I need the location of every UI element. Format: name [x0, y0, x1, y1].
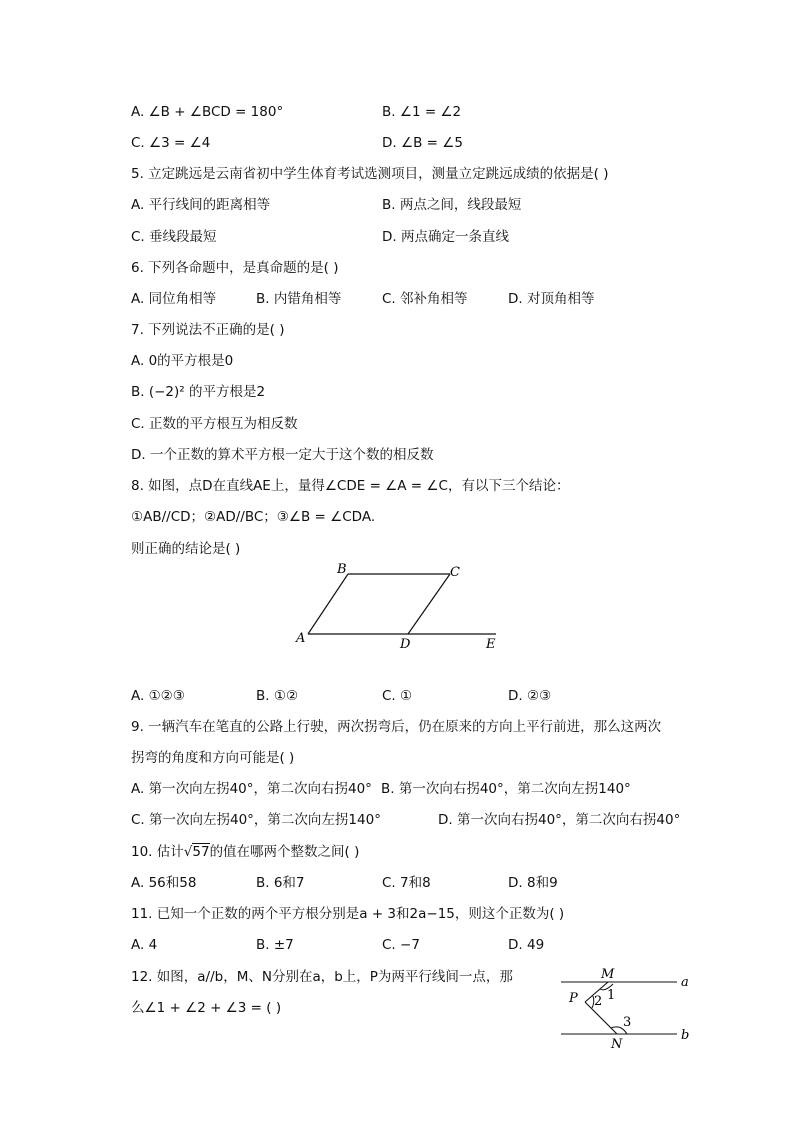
q8-label-a: A — [296, 631, 306, 646]
q9-option-d: D. 第一次向右拐40°，第二次向右拐40° — [438, 812, 681, 828]
q6-option-c: C. 邻补角相等 — [382, 291, 468, 307]
q8-option-a: A. ①②③ — [131, 688, 185, 704]
q4-option-d: D. ∠B = ∠5 — [382, 135, 463, 151]
q5-stem: 5. 立定跳远是云南省初中学生体育考试选测项目，测量立定跳远成绩的依据是( ) — [131, 166, 609, 182]
q11-option-a: A. 4 — [131, 937, 158, 953]
q5-option-c: C. 垂线段最短 — [131, 229, 217, 245]
q8-option-b: B. ①② — [256, 688, 299, 704]
q10-stem-prefix: 10. 估计 — [131, 844, 184, 860]
q12-parallel-lines-figure — [555, 962, 695, 1050]
q12-label-p: P — [569, 991, 578, 1006]
q8-stem: 8. 如图，点D在直线AE上，量得∠CDE = ∠A = ∠C，有以下三个结论： — [131, 478, 570, 494]
q7-option-b: B. (−2)² 的平方根是2 — [131, 384, 266, 400]
q10-option-d: D. 8和9 — [508, 875, 558, 891]
q12-angle-1: 1 — [607, 988, 616, 1003]
q8-label-d: D — [400, 637, 411, 652]
q8-label-b: B — [337, 562, 347, 577]
q10-option-c: C. 7和8 — [382, 875, 431, 891]
q8-label-e: E — [486, 637, 496, 652]
q5-option-b: B. 两点之间，线段最短 — [382, 197, 522, 213]
q12-stem-line2: 么∠1 + ∠2 + ∠3 = ( ) — [131, 1000, 282, 1016]
q6-option-b: B. 内错角相等 — [256, 291, 342, 307]
q7-stem: 7. 下列说法不正确的是( ) — [131, 322, 285, 338]
q11-stem: 11. 已知一个正数的两个平方根分别是a + 3和2a−15，则这个正数为( ) — [131, 906, 565, 922]
q7-option-a: A. 0的平方根是0 — [131, 353, 234, 369]
q9-option-a: A. 第一次向左拐40°，第二次向右拐40° — [131, 781, 372, 797]
q5-option-a: A. 平行线间的距离相等 — [131, 197, 271, 213]
q4-option-b: B. ∠1 = ∠2 — [382, 104, 462, 120]
q6-option-d: D. 对顶角相等 — [508, 291, 595, 307]
q4-option-a: A. ∠B + ∠BCD = 180° — [131, 104, 284, 120]
q11-option-c: C. −7 — [382, 937, 420, 953]
q12-label-n: N — [611, 1037, 623, 1050]
q11-option-b: B. ±7 — [256, 937, 294, 953]
q9-option-b: B. 第一次向右拐40°，第二次向左拐140° — [381, 781, 631, 797]
q10-stem-suffix: 的值在哪两个整数之间( ) — [209, 844, 360, 860]
q8-label-c: C — [450, 565, 460, 580]
q12-stem-line1: 12. 如图，a//b，M、N分别在a，b上，P为两平行线间一点，那 — [131, 969, 513, 985]
q12-angle-3: 3 — [623, 1015, 632, 1030]
q6-stem: 6. 下列各命题中，是真命题的是( ) — [131, 260, 339, 276]
q8-option-d: D. ②③ — [508, 688, 552, 704]
q8-parallelogram-figure — [290, 560, 510, 655]
q11-option-d: D. 49 — [508, 937, 545, 953]
q5-option-d: D. 两点确定一条直线 — [382, 229, 509, 245]
q8-option-c: C. ① — [382, 688, 413, 704]
q10-option-a: A. 56和58 — [131, 875, 197, 891]
q10-option-b: B. 6和7 — [256, 875, 305, 891]
q4-option-c: C. ∠3 = ∠4 — [131, 135, 211, 151]
q6-option-a: A. 同位角相等 — [131, 291, 217, 307]
q10-radicand: 57 — [192, 844, 210, 860]
sqrt-icon: √ — [183, 844, 193, 860]
q12-label-b: b — [681, 1028, 690, 1043]
q9-option-c: C. 第一次向左拐40°，第二次向左拐140° — [131, 812, 381, 828]
q9-stem-line1: 9. 一辆汽车在笔直的公路上行驶，两次拐弯后，仍在原来的方向上平行前进，那么这两次 — [131, 719, 662, 735]
q12-angle-2: 2 — [594, 994, 603, 1009]
q8-conclusions: ①AB//CD；②AD//BC；③∠B = ∠CDA. — [131, 509, 376, 525]
q7-option-d: D. 一个正数的算术平方根一定大于这个数的相反数 — [131, 447, 434, 463]
q10-stem — [131, 843, 359, 861]
q12-label-a: a — [681, 975, 689, 990]
q7-option-c: C. 正数的平方根互为相反数 — [131, 416, 298, 432]
q9-stem-line2: 拐弯的角度和方向可能是( ) — [131, 750, 295, 766]
q8-ask: 则正确的结论是( ) — [131, 541, 241, 557]
q12-label-m: M — [601, 967, 615, 982]
